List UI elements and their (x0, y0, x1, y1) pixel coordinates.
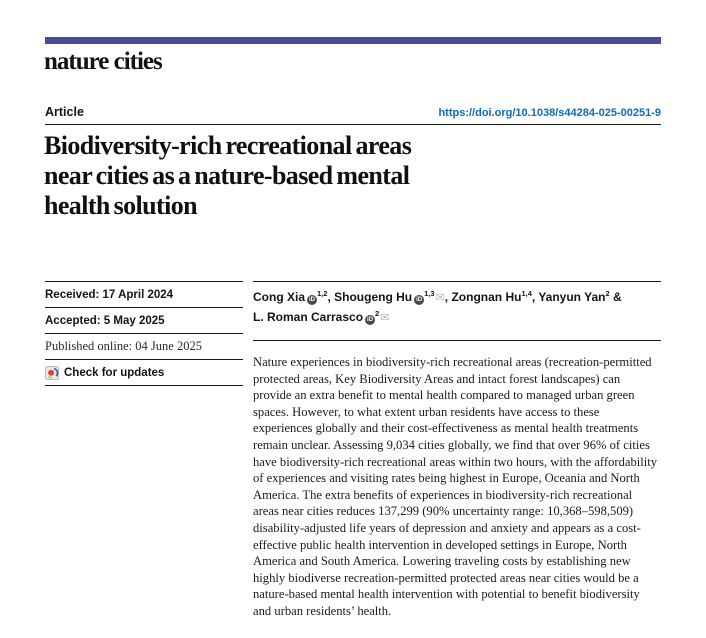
title-line-3: health solution (44, 191, 197, 220)
authors-line (253, 282, 661, 328)
check-for-updates-label: Check for updates (64, 366, 165, 379)
check-updates-row (45, 360, 243, 386)
abstract-text: Nature experiences in biodiversity-rich recreational areas (recreation-permitted protected areas, Key Biodiversity Areas and intact forest landscapes) can provide an extra benefit to mental health compared to managed urban green spaces. However, to what extent urban residents have access to these experiences globally and their cost-effectiveness as mental health treatments remain unclear. Assessing 9,034 cities globally, we find that over 96% of cities have biodiversity-rich recreational areas within two hours, with the affordability of experiences and visiting rates being highest in Europe, Oceania and North America. The extra benefits of experiences in biodiversity-rich recreational areas near cities reduces 137,299 (90% uncertainty range: 10,368–598,509) disability-adjusted life years of depression and anxiety and appears as a cost-effective public health intervention in developed settings in Europe, North America and South America. Lowering traveling costs by establishing new highly biodiverse recreation-permitted protected areas near cities would be a nature-based mental health intervention with potential to benefit biodiversity and urban residents’ health. (253, 355, 658, 618)
author-separator: , (327, 290, 335, 304)
article-type-label: Article (45, 105, 84, 119)
crossmark-icon (45, 366, 59, 380)
title-line-2: near cities as a nature-based mental (44, 161, 410, 190)
orcid-icon[interactable]: iD (367, 317, 374, 323)
author: Zongnan Hu$^{1,4}$, (451, 289, 539, 304)
orcid-icon[interactable]: iD (309, 297, 316, 303)
title-line-1: Biodiversity-rich recreational areas (44, 131, 412, 160)
authors-divider (253, 340, 661, 341)
page-title (44, 131, 664, 221)
email-icon[interactable]: ✉ (435, 292, 445, 304)
doi-link[interactable]: https://doi.org/10.1038/s44284-025-00251-9 (438, 107, 661, 119)
journal-brand-bar (45, 37, 661, 44)
author: Cong Xia iD$^{1,2}$, (253, 289, 335, 304)
accepted-date: Accepted: 5 May 2025 (45, 308, 243, 334)
orcid-icon[interactable]: iD (416, 297, 423, 303)
received-date: Received: 17 April 2024 (45, 282, 243, 308)
metadata-column (45, 281, 243, 620)
email-icon[interactable]: ✉ (380, 312, 390, 324)
article-header-row (45, 105, 661, 119)
author: L. Roman Carrasco $iD^2✉$ (253, 310, 389, 324)
author-separator: , (444, 290, 452, 304)
journal-logo: nature cities (44, 48, 162, 75)
author: Yanyun Yan$^2$ & (538, 289, 622, 304)
published-online-date: Published online: 04 June 2025 (45, 334, 243, 360)
author: Shougeng Hu iD$^{1,3}$✉, (334, 290, 451, 304)
column-gutter (243, 281, 253, 620)
main-column (253, 281, 661, 620)
author-separator: , (531, 290, 539, 304)
content-columns (45, 281, 661, 620)
check-for-updates-button[interactable] (45, 366, 164, 380)
author-separator: & (609, 290, 622, 304)
header-divider (45, 124, 661, 125)
